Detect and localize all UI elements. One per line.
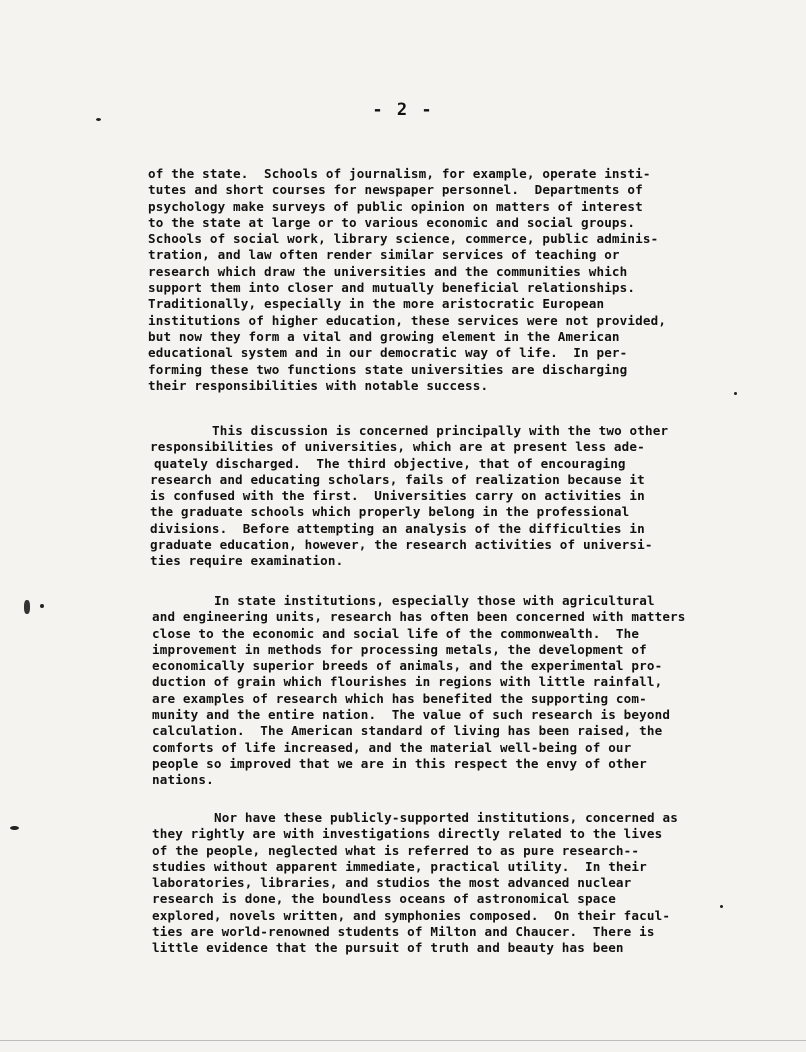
paragraph-4 <box>152 810 752 957</box>
text-line: Schools of social work, library science, commerce, public adminis- <box>148 231 659 247</box>
text-line: ties require examination. <box>150 553 344 569</box>
text-line: to the state at large or to various economic and social groups. <box>148 214 636 230</box>
text-line: of the state. Schools of journalism, for example, operate insti- <box>148 166 651 181</box>
text-line: laboratories, libraries, and studios the most advanced nuclear <box>152 875 632 891</box>
text-line: little evidence that the pursuit of truth and beauty has been <box>152 940 624 956</box>
text-line: studies without apparent immediate, practical utility. In their <box>152 858 647 874</box>
text-line: This discussion is concerned principally with the two other <box>212 423 669 438</box>
text-line: of the people, neglected what is referred to as pure research-- <box>152 842 640 858</box>
paragraph-2 <box>150 423 750 570</box>
text-line: is confused with the first. Universities carry on activities in <box>150 488 645 504</box>
text-line: and engineering units, research has often been concerned with matters <box>152 609 686 625</box>
text-line: research which draw the universities and the communities which <box>148 263 628 279</box>
text-line: institutions of higher education, these services were not provided, <box>148 312 667 328</box>
text-line: comforts of life increased, and the material well-being of our <box>152 739 632 755</box>
text-line: close to the economic and social life of the commonwealth. The <box>152 625 640 641</box>
paragraph-3 <box>152 593 752 789</box>
text-line: Nor have these publicly-supported institutions, concerned as <box>214 810 678 825</box>
text-line: Traditionally, especially in the more aristocratic European <box>148 296 605 312</box>
bottom-scan-edge <box>0 1040 806 1041</box>
scan-speck <box>40 604 44 608</box>
page-number: - 2 - <box>372 100 434 120</box>
text-line: research is done, the boundless oceans of astronomical space <box>152 891 616 907</box>
text-line: are examples of research which has benefited the supporting com- <box>152 690 647 706</box>
text-line: divisions. Before attempting an analysis of the difficulties in <box>150 520 645 536</box>
text-line: but now they form a vital and growing element in the American <box>148 328 620 344</box>
text-line: munity and the entire nation. The value of such research is beyond <box>152 707 671 723</box>
text-line: research and educating scholars, fails of realization because it <box>150 471 645 487</box>
text-line: ties are world-renowned students of Milton and Chaucer. There is <box>152 924 655 940</box>
scan-speck <box>24 600 30 614</box>
scan-speck <box>10 826 19 830</box>
text-line: support them into closer and mutually beneficial relationships. <box>148 280 636 296</box>
scan-speck <box>734 392 737 395</box>
text-line: their responsibilities with notable success. <box>148 377 489 393</box>
text-line: tutes and short courses for newspaper personnel. Departments of <box>148 182 643 198</box>
text-line: improvement in methods for processing metals, the development of <box>152 641 647 657</box>
text-line: In state institutions, especially those with agricultural <box>214 593 655 608</box>
text-line: forming these two functions state universities are discharging <box>148 361 628 377</box>
text-line: calculation. The American standard of living has been raised, the <box>152 723 663 739</box>
text-line: they rightly are with investigations directly related to the lives <box>152 826 663 842</box>
text-line: psychology make surveys of public opinion on matters of interest <box>148 198 643 214</box>
text-line: graduate education, however, the research activities of universi- <box>150 537 653 553</box>
text-line: people so improved that we are in this respect the envy of other <box>152 755 647 771</box>
text-line: tration, and law often render similar services of teaching or <box>148 247 620 263</box>
text-line: quately discharged. The third objective, that of encouraging <box>154 455 626 471</box>
paragraph-1 <box>148 166 748 394</box>
text-line: economically superior breeds of animals, and the experimental pro- <box>152 658 663 674</box>
scan-speck <box>96 118 101 121</box>
scan-speck <box>720 905 723 908</box>
text-line: explored, novels written, and symphonies composed. On their facul- <box>152 907 671 923</box>
text-line: nations. <box>152 772 214 788</box>
text-line: the graduate schools which properly belong in the professional <box>150 504 630 520</box>
text-line: responsibilities of universities, which are at present less ade- <box>150 439 645 455</box>
text-line: educational system and in our democratic way of life. In per- <box>148 345 628 361</box>
text-line: duction of grain which flourishes in regions with little rainfall, <box>152 674 663 690</box>
